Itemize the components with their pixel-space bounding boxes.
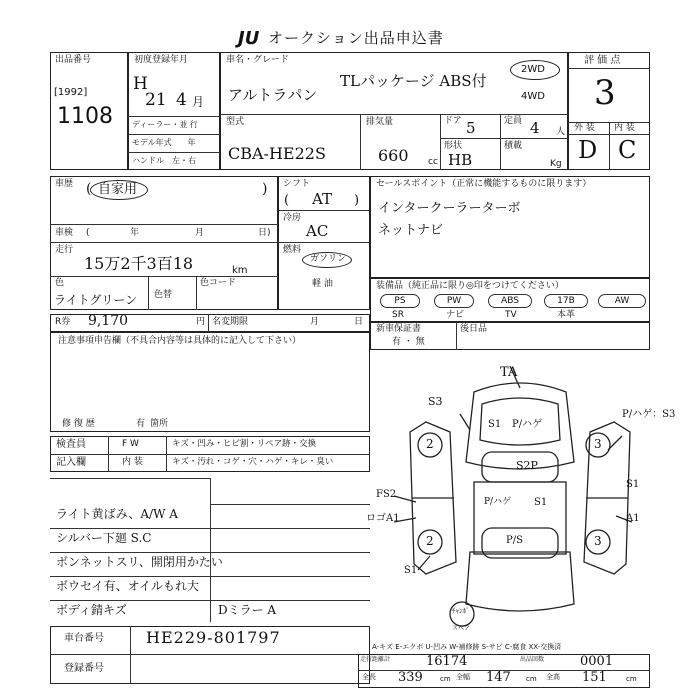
notes-box [50,332,370,432]
diagram-label-s1-bottom: S1 [404,565,418,576]
recycle-label: R券 [55,317,71,327]
score-value: 3 [594,73,616,113]
diagram-label-s1-mid: S1 [534,497,548,508]
checker-label: 検査員 [56,439,86,450]
shift-paren-close: ) [354,193,360,208]
notes-label: 注意事項申告欄（不具合内容等は具体的に記入して下さい） [58,336,302,346]
color-change-label: 色替 [154,290,173,300]
load-label: 積載 [504,141,523,151]
mileage-label: 走行 [55,245,74,255]
note-1: ライト黄ばみ、A/W A [56,507,178,521]
mirror-note: Dミラー A [218,603,277,617]
equip-aw: AW [598,294,646,308]
repair-unit: 箇所 [150,419,169,429]
capacity-value: 4 [530,119,540,137]
color-label: 色 [55,278,65,288]
equip-navi: ナビ [446,310,465,320]
fw-label: F W [122,439,139,449]
exterior-value: D [578,136,598,164]
deadline-month: 月 [310,317,320,327]
note-4: ボウセイ有、オイルもれ大 [56,579,200,593]
stat-width-value: 147 [486,670,511,685]
equip-sr: SR [392,310,404,320]
interior-value: C [618,136,637,164]
displacement-label: 排気量 [366,117,394,127]
reg-month: 4 [176,90,187,110]
cc-unit: cc [428,157,438,167]
stat-width-label: 全幅 [456,673,470,681]
ac-value: AC [306,222,329,240]
reg-year: 21 [145,90,167,110]
diagram-label-fs2: FS2 [376,489,397,500]
note-5: ボディ錆キズ [56,603,127,617]
car-rear-body [466,552,574,611]
interior-label: 内 装 [614,123,635,133]
car-name-label: 車名・グレード [226,55,290,65]
deadline-label: 名変期限 [212,317,249,327]
drive-2wd: 2WD [521,64,545,75]
deadline-day: 日 [354,317,364,327]
mileage-unit: km [232,265,248,276]
lot-number: 1108 [57,104,113,129]
inspection-year: 年 [130,228,140,238]
stat-height-unit: cm [626,675,637,683]
ju-logo: JU [238,28,260,49]
inspection-label: 車検 [55,228,74,238]
diagram-label-phage-top: P/ハゲ [512,419,543,430]
doors-value: 5 [466,119,476,137]
diagram-label-s2p: S2P [516,459,538,472]
reg-label: 初度登録年月 [134,55,189,65]
note-3: ボンネットスリ、開閉用かたい [56,555,223,569]
diagram-label-s1-right: S1 [626,479,640,490]
recycle-unit: 円 [196,317,206,327]
damage-legend: A-キズ E-エクボ U-凹み W-補修跡 S-サビ C-腐食 XX-交換済 [372,643,562,651]
recycle-value: 9,170 [88,313,129,329]
exterior-label: 外 装 [574,123,595,133]
reg-era: H [133,74,148,94]
shift-value: AT [312,190,333,208]
sales-line2: ネットナビ [378,223,444,238]
repair-label: 修 復 歴 [62,419,95,429]
wheel-rear-left-score: 2 [426,534,434,548]
history-label: 車歴 [55,179,74,189]
capacity-unit: 人 [556,127,566,137]
stat-height-value: 151 [582,670,607,685]
stat-count-value: 0001 [580,654,614,669]
stat-width-unit: cm [526,675,537,683]
chassis-label: 車台番号 [64,633,104,644]
mileage-value: 15万2千3百18 [84,254,194,273]
car-grade: TLパッケージ ABS付 [340,72,487,90]
stat-length-label: 全長 [362,673,376,681]
wheel-front-right-score: 3 [594,437,602,451]
model-year-label: モデル年式 年 [132,138,196,147]
lot-year: [1992] [54,87,88,98]
drive-4wd: 4WD [521,91,545,102]
color-value: ライトグリーン [54,293,138,307]
model-value: CBA-HE22S [228,144,326,163]
stat-length-value: 339 [398,670,423,685]
reg-month-unit: 月 [192,95,205,109]
stat-height-label: 全高 [546,673,560,681]
displacement-value: 660 [378,146,409,165]
inspection-day: 日) [258,228,271,238]
diagram-label-s1-top: S1 [488,419,502,430]
stat-odometer-value: 16174 [426,654,468,669]
doors-label: ドア [444,116,462,126]
diagram-label-phage-mid: P/ハゲ [484,497,512,507]
chassis-value: HE229-801797 [146,628,281,647]
ac-label: 冷房 [283,213,302,223]
equip-abs: ABS [488,294,532,308]
warranty-options: 有 ・ 無 [392,337,425,347]
stat-count-label: 出品回数 [520,656,545,663]
load-unit: Kg [550,159,562,169]
interior-items: キズ・汚れ・コゲ・穴・ハゲ・キレ・臭い [172,457,334,467]
repair-value: 有 [136,419,146,429]
equip-ps: PS [380,294,420,308]
equip-17b: 17B [544,294,588,308]
color-code-label: 色コード [200,278,237,288]
warranty-label: 新車保証書 [376,324,422,334]
reg-number-label: 登録番号 [64,663,104,674]
fw-items: キズ・凹み・ヒビ割・リペア跡・交換 [172,439,317,449]
equip-tv: TV [505,310,517,320]
wheel-rear-right-score: 3 [594,534,602,548]
interior-check-label: 内 装 [122,457,143,467]
spare-label-2: スペア [452,625,471,632]
sales-label: セールスポイント（正常に機能するものに限ります） [376,179,592,189]
inspection-month: 月 [195,228,205,238]
fuel-gasoline: ガソリン [310,254,347,264]
history-paren-open: ( [86,181,92,197]
fuel-label: 燃料 [283,245,302,255]
shift-label: シフト [283,179,311,189]
diagram-label-phage-s3: P/ハゲ：S3 [622,409,676,420]
inspection-paren: ( [86,228,90,238]
equip-leather: 本革 [557,310,576,320]
stat-odometer-label: 走行距離計 [360,656,391,663]
equipment-label: 装備品（純正品に限り◎印をつけてください） [376,281,564,291]
handle-label: ハンドル 左・右 [132,156,196,165]
note-2: シルバー下廻 S.C [56,531,152,545]
capacity-label: 定員 [504,116,523,126]
wheel-front-left-score: 2 [426,437,434,451]
diagram-label-ps: P/S [506,535,523,546]
stat-length-unit: cm [440,675,451,683]
car-name: アルトラパン [228,86,318,104]
lot-label: 出品番号 [55,55,92,65]
entry-label: 記入欄 [56,457,86,468]
diagram-label-s3: S3 [428,395,443,408]
form-title: オークション出品申込書 [268,29,444,47]
dealer-label: ディーラー・並 行 [132,120,198,129]
diagram-label-logo-a1: ロゴA1 [366,513,400,524]
fuel-diesel: 軽 油 [312,279,333,289]
shape-label: 形状 [444,141,463,151]
shape-value: HB [448,151,473,169]
warranty-after-label: 後日品 [460,324,488,334]
diagram-label-a1-right: A1 [626,513,640,524]
history-paren-close: ) [262,181,268,197]
score-label: 評 価 点 [584,55,621,66]
equip-pw: PW [434,294,474,308]
shift-paren-open: ( [284,193,290,208]
diagram-top-label: TA [500,365,518,380]
history-value: 自家用 [98,182,138,197]
car-damage-diagram [370,352,670,634]
model-label: 型式 [226,117,245,127]
sales-line1: インタークーラーターボ [378,201,521,216]
spare-label: ﾁｬﾝﾎﾟ [452,607,470,615]
